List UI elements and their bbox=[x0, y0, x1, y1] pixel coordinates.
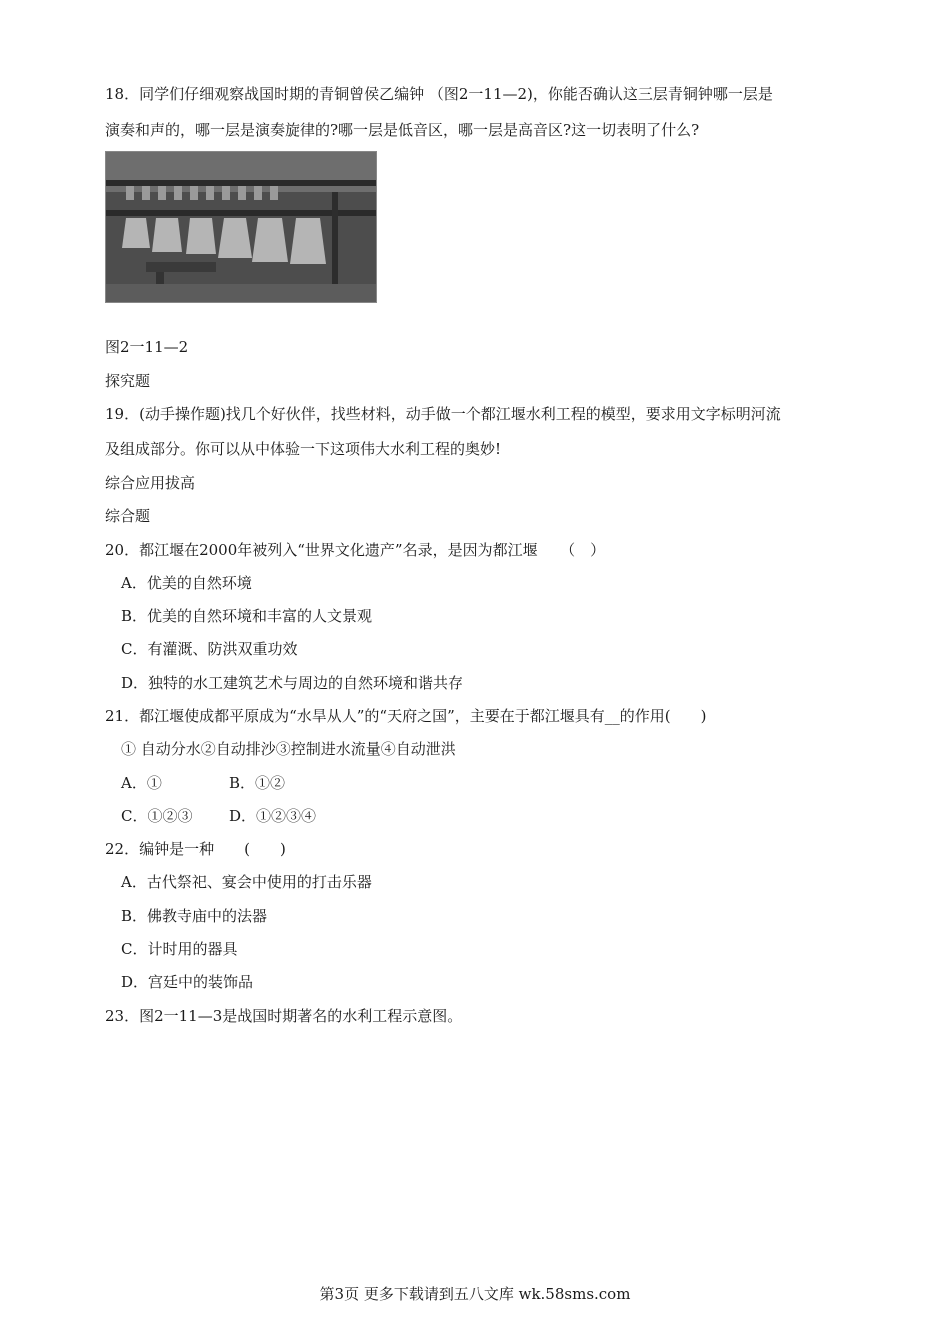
bronze-chime-bells-photo bbox=[105, 151, 377, 303]
q22-option-d: D．宫廷中的装饰品 bbox=[121, 973, 254, 991]
chime-bells-illustration bbox=[106, 152, 377, 303]
q21-option-d: D．①②③④ bbox=[229, 807, 317, 825]
q21-options-row1 bbox=[121, 773, 285, 793]
q21-option-b: B．①② bbox=[229, 774, 286, 792]
q22-option-c: C．计时用的器具 bbox=[121, 940, 238, 958]
q21-items: ① 自动分水②自动排沙③控制进水流量④自动泄洪 bbox=[121, 740, 456, 758]
q21-option-c: C．①②③ bbox=[121, 807, 193, 825]
q23-stem: 23．图2一11—3是战国时期著名的水利工程示意图。 bbox=[105, 1007, 463, 1025]
page-footer: 第3页 更多下载请到五八文库 wk.58sms.com bbox=[319, 1285, 631, 1303]
q22-option-a: A．古代祭祀、宴会中使用的打击乐器 bbox=[121, 873, 372, 891]
q20-option-d: D．独特的水工建筑艺术与周边的自然环境和谐共存 bbox=[121, 674, 464, 692]
q18-line2: 演奏和声的，哪一层是演奏旋律的?哪一层是低音区，哪一层是高音区?这一切表明了什么? bbox=[105, 121, 700, 139]
q22-stem: 22．编钟是一种 ( ) bbox=[105, 840, 286, 858]
section-heading-apply: 综合应用拔高 bbox=[105, 474, 196, 492]
q21-stem: 21．都江堰使成都平原成为“水旱从人”的“天府之国”，主要在于都江堰具有__的作用( ) bbox=[105, 707, 707, 725]
q19-line1: 19．(动手操作题)找几个好伙伴，找些材料，动手做一个都江堰水利工程的模型，要求用文字标明河流 bbox=[105, 405, 781, 423]
q20-option-b: B．优美的自然环境和丰富的人文景观 bbox=[121, 607, 373, 625]
q22-option-b: B．佛教寺庙中的法器 bbox=[121, 907, 268, 925]
figure-caption: 图2一11—2 bbox=[105, 338, 189, 356]
q20-option-c: C．有灌溉、防洪双重功效 bbox=[121, 640, 298, 658]
q18-line1: 18．同学们仔细观察战国时期的青铜曾侯乙编钟 （图2一11—2)，你能否确认这三层青铜钟哪一层是 bbox=[105, 85, 773, 103]
section-heading-explore: 探究题 bbox=[105, 372, 151, 390]
q21-options-row2 bbox=[121, 806, 316, 826]
section-heading-comprehensive: 综合题 bbox=[105, 507, 151, 525]
q21-option-a: A．① bbox=[121, 774, 162, 792]
q20-stem: 20．都江堰在2000年被列入“世界文化遗产”名录，是因为都江堰 （ ） bbox=[105, 541, 606, 559]
q20-option-a: A．优美的自然环境 bbox=[121, 574, 252, 592]
q19-line2: 及组成部分。你可以从中体验一下这项伟大水利工程的奥妙! bbox=[105, 440, 502, 458]
